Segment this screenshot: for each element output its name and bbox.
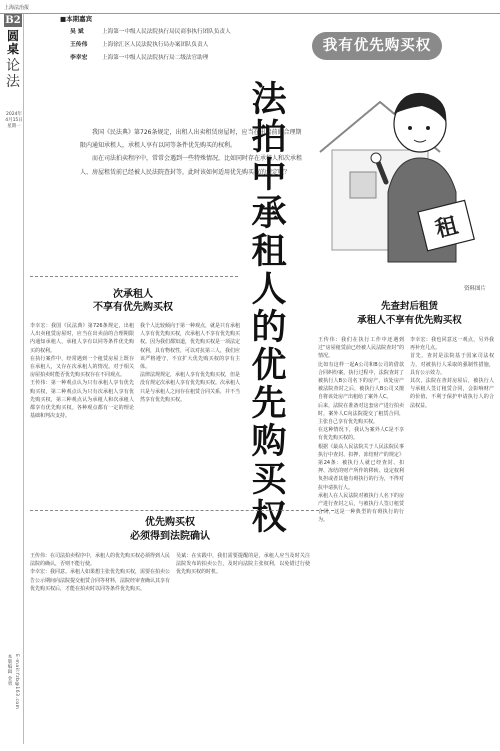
date-month-day: 4月15日	[5, 118, 23, 123]
section-paragraph: 王传伟：在司法拍卖程序中，承租人的优先购买权必须得到人民法院的确认，否则不能行使。	[30, 553, 170, 568]
guest-desc: 上海徐汇区人民法院执行局办案团队负责人	[102, 42, 209, 48]
section-title-line: 先查封后租赁	[380, 301, 438, 312]
photo-caption: 资料图片	[463, 286, 486, 292]
section-paragraph: 李幸宏：我国《民法典》第726条规定，出租人出卖租赁房屋时，应当在出卖前的合理期限内通知承租人，承租人享有以同等条件优先购买的权利。	[30, 323, 134, 354]
guest-row	[56, 41, 306, 49]
guest-row	[56, 54, 306, 62]
section-paragraph: 后来，法院在准备对这套房产进行拍卖时，案外人C向法院提交了租赁合同，主张自己享有优先购买权。	[318, 402, 404, 426]
illustration	[310, 62, 490, 284]
section-column	[318, 336, 404, 740]
section-title	[70, 516, 270, 544]
section-paragraph: 比如有这样一起A公司和B公司的借款合同纠纷案，执行过程中，法院查封了被执行人B公司名下的房产，该处房产被法院查封之后，被执行人B公司又擅自将该处房产出租给了案外人C。	[318, 361, 404, 401]
weekday: 星期一	[7, 124, 21, 129]
editor-email: E-mail:fzb@163.com	[14, 654, 19, 710]
section-title-line: 承租人不享有优先购买权	[357, 315, 462, 326]
window	[350, 172, 376, 198]
guest-name: 李幸宏	[70, 55, 88, 61]
section-paragraph: 其次，法院在查封房屋后，被执行人与承租人签订租赁合同，会影响财产的价值，不利于保护申请执行人的合法权益。	[410, 378, 494, 409]
section-title-line: 次承租人	[113, 289, 153, 300]
section-paragraph: 首先，查封是法院基于国家司法权力，对被执行人采取的强制性措施，具有公示效力。	[410, 353, 494, 376]
guest-desc: 上海第一中级人民法院执行局二级法官助理	[102, 55, 209, 61]
section-paragraph: 在执行案件中，经常遇到一个租赁房屋上既存在承租人，又存在次承租人的情况。对于相关房屋拍卖时能否优先购买权存在不同观点。	[30, 355, 134, 379]
section-paragraph: 王传伟：第一种观点认为只有承租人享有优先购买权，第二种观点认为只有次承租人享有优先购买权，第三种观点认为承租人和次承租人都享有优先购买权。各种观点都有一定的理论基础和判决支持。	[30, 380, 134, 420]
section-title	[48, 288, 218, 314]
paper-name: 上海法治报	[4, 5, 30, 11]
section-column	[410, 336, 494, 740]
left-sidebar	[4, 14, 24, 744]
intro-paragraph: 我国《民法典》第726条规定，出租人出卖租赁房屋时，应当在出卖前的合理期限内通知承租人，承租人享有以同等条件优先购买的权利。	[80, 129, 302, 150]
masthead-bar	[0, 0, 500, 14]
intro-paragraph: 而在司法拍卖程序中，常常会遇到一些特殊情况，比如同时存在承租人和次承租人、房屋租赁前已经被人民法院查封等，此时该如何适用优先购买权的规定呢？	[80, 155, 303, 176]
divider	[30, 510, 334, 511]
guest-name: 吴 斌	[70, 29, 84, 35]
section-paragraph: 我个人比较倾向于第一种观点，就是只有承租人享有优先购买权，次承租人不享有优先购买权。因为我们都知道，优先购买权是一项法定权利，具有物权性，可以对抗第三人，我们应该严格遵守，不宜扩大优先购买权的享有主体。	[140, 323, 240, 371]
rent-sign-text: 租	[432, 212, 461, 243]
section-column	[176, 552, 310, 742]
section-number: B2	[5, 15, 21, 26]
section-title	[322, 300, 497, 328]
guest-name: 王传伟	[70, 42, 88, 48]
section-title-line: 必须得到法院确认	[130, 531, 210, 542]
section-paragraph: 承租人在人民法院对被执行人名下的房产进行查封之后，与被执行人签订租赁合同，这是一种典型的有碍执行的行为。	[318, 492, 404, 524]
section-name-a: 圆桌	[6, 29, 19, 56]
section-column	[30, 322, 134, 504]
section-column	[140, 322, 240, 504]
section-paragraph: 吴斌：在实践中，我们需要提醒的是，承租人应当及时关注法院发布的拍卖公告，及时向法院主张权利，以免错过行使优先购买权的时机。	[176, 553, 310, 576]
section-paragraph: 李幸宏：我同意。承租人如果想主张优先购买权，需要在拍卖公告公示期间向法院提交租赁合同等材料，法院经审查确认其享有优先购买权后，才能在拍卖时以同等条件优先购买。	[30, 569, 170, 592]
section-paragraph: 王传伟：我们在执行工作中还遇到过“房屋租赁前已经被人民法院查封”的情况。	[318, 337, 404, 360]
title-badge: 我有优先购买权	[312, 32, 442, 60]
headline: 法拍中承租人的优先购买权	[246, 80, 287, 536]
section-name-b: 论法	[6, 58, 20, 90]
section-title-line: 优先购买权	[145, 517, 195, 528]
divider	[30, 276, 238, 277]
guests-header: ■本期嘉宾	[60, 15, 93, 23]
section-paragraph: 根据《最高人民法院关于人民法院民事执行中查封、扣押、冻结财产的规定》第24条：被执行人就已经查封、扣押、冻结的财产所作的移转、设定权利负担或者其他有碍执行的行为，不得对抗申请执行人。	[318, 443, 404, 491]
date-year: 2024年	[6, 112, 22, 117]
guest-row	[56, 28, 306, 36]
section-title-line: 不享有优先购买权	[93, 302, 173, 313]
section-paragraph: 在这种情况下，我认为案外人C是不享有优先购买权的。	[318, 427, 404, 442]
section-paragraph: 李幸宏：我也同意这一观点，另外我再补充几点。	[410, 337, 494, 352]
editor-credit: 本版编辑 金勇	[7, 654, 12, 686]
section-column	[30, 552, 170, 742]
guest-desc: 上海第一中级人民法院执行局民商事执行团队负责人	[102, 29, 231, 35]
section-paragraph: 法律法规规定，承租人享有优先购买权，但是没有规定次承租人享有优先购买权。次承租人只是与承租人之间存在租赁合同关系，并不当然享有优先购买权。	[140, 372, 240, 403]
